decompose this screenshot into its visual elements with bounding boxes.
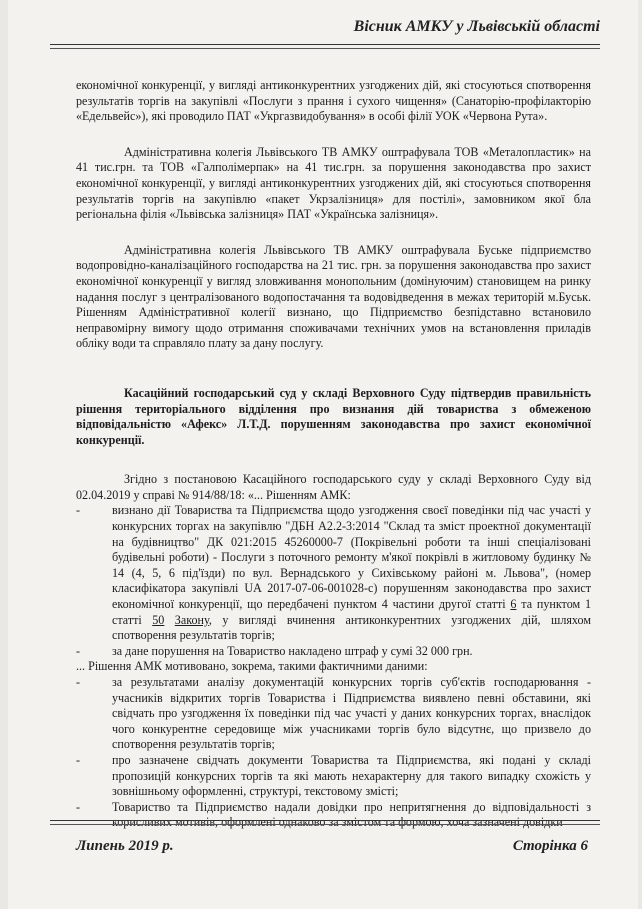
paragraph-motivation: ... Рішення АМК мотивовано, зокрема, такими фактичними даними: xyxy=(76,659,428,674)
paragraph-court-ruling-heading: Касаційний господарський суд у складі Верховного Суду підтвердив правильність рішення територіального відділення про визнання дій товариства з обмеженою відповідальністю «Афекс» Л.Т.Д. порушенням законодавства про захист економічної конкуренції. xyxy=(76,385,591,447)
journal-title: Вісник АМКУ у Львівській області xyxy=(353,18,600,35)
paragraph-competition-laundry: економічної конкуренції, у вигляді антиконкурентних узгоджених дій, які стосуються спотворення результатів торгів на закупівлі «Послуги з прання і сухого чищення» (Санаторію-профілакторію «Едельвейс»), які проводило ПАТ «Укргазвидобування» в особі філії УОК «Червона Рута». xyxy=(76,78,591,124)
header-divider xyxy=(50,44,600,45)
issue-date: Липень 2019 р. xyxy=(76,838,174,854)
document-page xyxy=(8,0,638,909)
footer-divider xyxy=(50,820,600,821)
list-item-analysis: - за результатами аналізу документацій конкурсних торгів суб'єктів господарювання - учасників відкритих торгів Товариства і Підприємства виявлено певні обставини, які свідчать про узгодження їх поведінки під час участі у даних конкурсних торгах, внаслідок чого конкурентне середовище між учасниками торгів було відсутнє, що призвело до спотворення результатів торгів; xyxy=(76,675,591,752)
paragraph-busk-water-utility: Адміністративна колегія Львівського ТВ АМКУ оштрафувала Буське підприємство водопровідно-каналізаційного господарства на 21 тис. грн. за порушення законодавства про захист економічної конкуренції у вигляд зловживання монопольним (домінуючим) становищем на ринку надання послуг з централізованого водопостачання та водовідведення в межах територій м.Буськ. Рішенням Адміністративної колегії визнано, що Підприємство безпідставно встановило неправомірну вимогу щодо отримання споживачами технічних умов на встановлення приладів обліку води та справляло плату за дану послугу. xyxy=(76,242,591,351)
header-divider-thin xyxy=(50,48,600,49)
page-number: Сторінка 6 xyxy=(512,838,588,854)
list-item-fine: - за дане порушення на Товариство накладено штраф у сумі 32 000 грн. xyxy=(76,643,473,658)
paragraph-fines-metaloplastyk: Адміністративна колегія Львівського ТВ АМКУ оштрафувала ТОВ «Металопластик» на 41 тис.грн. та ТОВ «Галполімерпак» на 41 тис.грн. за порушення законодавства про захист економічної конкуренції, у вигляді антиконкурентних узгоджених дій, які стосуються спотворення результатів торгів на закупівлю «пакет Укрзалізниця» для постілі», замовником якої бла регіональна філія «Львівська залізниця» ПАТ «Українська залізниця». xyxy=(76,144,591,222)
article-body xyxy=(76,78,591,831)
footer-divider-thin xyxy=(50,824,600,825)
list-item-documents: - про зазначене свідчать документи Товариства та Підприємства, які подані у складі пропозицій конкурсних торгів та які мають нехарактерну для такого випадку схожість у зовнішньому оформленні, структурі, текстовому змісті; xyxy=(76,752,591,799)
list-item-recognized-actions: - визнано дії Товариства та Підприємства щодо узгодження своєї поведінки під час участі у конкурсних торгах на закупівлю "ДБН А2.2-3:2014 "Склад та зміст проектної документації на будівництво" ДК 021:2015 45260000-7 (Покрівельні роботи та інші спеціалізовані будівельні роботи) - Послуги з поточного ремонту м'якої покрівлі в житловому будинку № 14 (4, 5, 6 під'їзди) по вул. Вернадського у Сихівському районі м. Львова", (номер класифікатора закупівлі UA 2017-07-06-001028-с) порушенням законодавства про захист економічної конкуренції, що передбачені пунктом 4 частини другої статті 6 та пунктом 1 статті 50 Закону, у вигляді вчинення антиконкурентних узгоджених дій, шляхом спотворення результатів торгів; xyxy=(76,503,591,643)
list-item-certificates: - Товариство та Підприємство надали довідки про непритягнення до відповідальності з корисливих мотивів, оформлені однаково за змістом та формою, хоча зазначені довідки xyxy=(76,799,591,830)
paragraph-court-resolution: Згідно з постановою Касаційного господарського суду у складі Верховного Суду від 02.04.2019 у справі № 914/88/18: «... Рішенням АМК: xyxy=(76,472,591,502)
